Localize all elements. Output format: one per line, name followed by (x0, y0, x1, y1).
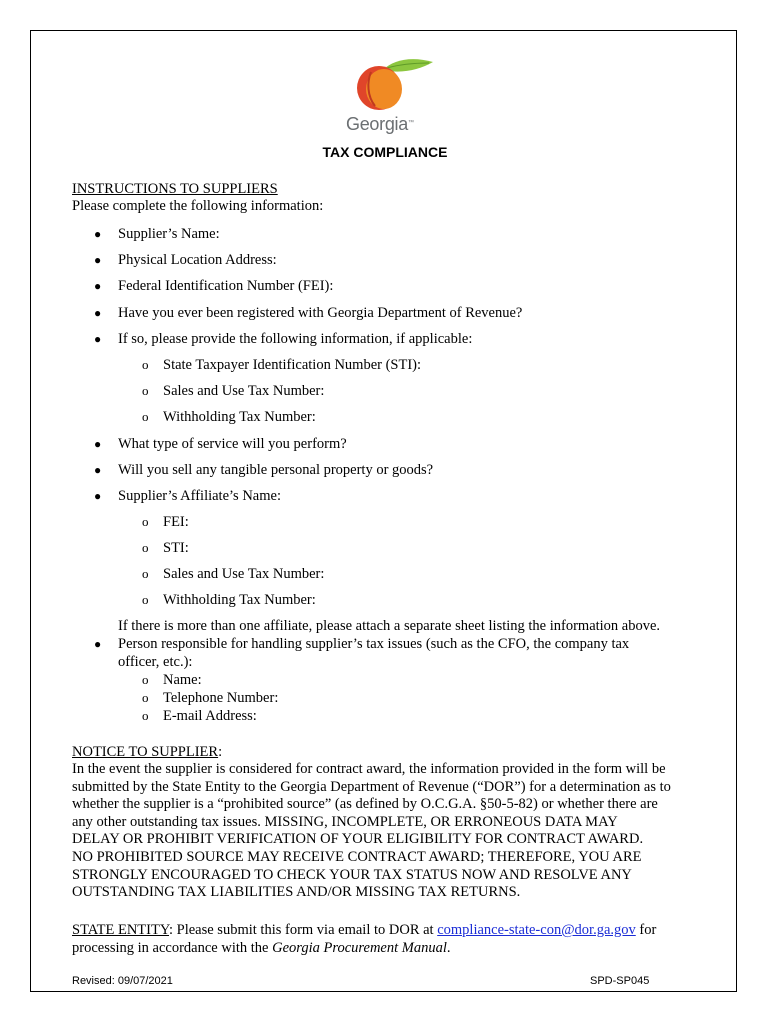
bullet: ● (94, 306, 102, 320)
notice-line: DELAY OR PROHIBIT VERIFICATION OF YOUR ELIGIBILITY FOR CONTRACT AWARD. (72, 831, 644, 848)
revised-date: Revised: 09/07/2021 (72, 975, 173, 987)
instructions-intro: Please complete the following information: (72, 198, 324, 214)
sub-item-affiliate-sti: STI: (163, 540, 189, 556)
sub-bullet: o (142, 540, 149, 555)
bullet: ● (94, 279, 102, 293)
logo-wordmark: Georgia™ (346, 114, 414, 134)
notice-heading: NOTICE TO SUPPLIER: (72, 744, 223, 760)
state-entity-text: : Please submit this form via email to DOR at (168, 922, 438, 938)
list-item-address: Physical Location Address: (118, 252, 277, 268)
georgia-logo (343, 52, 433, 136)
sub-bullet: o (142, 383, 149, 398)
form-id: SPD-SP045 (590, 975, 650, 987)
state-entity-heading: STATE ENTITY (72, 922, 169, 938)
list-item-person-responsible-cont: officer, etc.): (118, 654, 193, 670)
bullet: ● (94, 227, 102, 241)
bullet: ● (94, 489, 102, 503)
sub-item-sti: State Taxpayer Identification Number (STI): (163, 357, 422, 373)
sub-item-affiliate-withholding: Withholding Tax Number: (163, 592, 316, 608)
list-item-affiliate: Supplier’s Affiliate’s Name: (118, 488, 281, 504)
state-entity-section: STATE ENTITY: Please submit this form via email to DOR at compliance-state-con@dor.ga.gov for processing in accordance with the Georgia Procurement Manual. (72, 922, 657, 956)
notice-line: NO PROHIBITED SOURCE MAY RECEIVE CONTRACT AWARD; THEREFORE, YOU ARE (72, 848, 642, 865)
dor-email-link[interactable]: compliance-state-con@dor.ga.gov (437, 922, 636, 938)
notice-line: OUTSTANDING TAX LIABILITIES AND/OR MISSING TAX RETURNS. (72, 884, 521, 901)
list-item-goods: Will you sell any tangible personal property or goods? (118, 462, 434, 478)
list-item-dor-registered: Have you ever been registered with Georgia Department of Revenue? (118, 305, 523, 321)
sub-bullet: o (142, 690, 149, 705)
notice-line: In the event the supplier is considered for contract award, the information provided in the form will be (72, 761, 666, 777)
list-item-supplier-name: Supplier’s Name: (118, 226, 220, 242)
sub-item-affiliate-fei: FEI: (163, 514, 189, 530)
peach-icon (343, 52, 433, 114)
list-item-person-responsible: Person responsible for handling supplier’s tax issues (such as the CFO, the company tax (118, 636, 630, 652)
sub-item-affiliate-sales: Sales and Use Tax Number: (163, 566, 325, 582)
sub-item-person-email: E-mail Address: (163, 708, 257, 724)
sub-item-person-name: Name: (163, 672, 202, 688)
notice-line: any other outstanding tax issues. MISSING, INCOMPLETE, OR ERRONEOUS DATA MAY (72, 813, 618, 830)
procurement-manual-title: Georgia Procurement Manual (272, 939, 447, 956)
sub-bullet: o (142, 357, 149, 372)
sub-item-withholding: Withholding Tax Number: (163, 409, 316, 425)
list-item-fei: Federal Identification Number (FEI): (118, 278, 334, 294)
sub-item-sales-tax: Sales and Use Tax Number: (163, 383, 325, 399)
bullet: ● (94, 253, 102, 267)
sub-item-person-phone: Telephone Number: (163, 690, 279, 706)
sub-bullet: o (142, 566, 149, 581)
notice-line: whether the supplier is a “prohibited source” (as defined by O.C.G.A. §50-5-82) or whether there are (72, 796, 658, 813)
notice-line: submitted by the State Entity to the Georgia Department of Revenue (“DOR”) for a determination as to (72, 778, 671, 795)
sub-bullet: o (142, 672, 149, 687)
list-item-if-so: If so, please provide the following information, if applicable: (118, 331, 473, 347)
affiliate-note: If there is more than one affiliate, please attach a separate sheet listing the information above. (118, 618, 661, 634)
sub-bullet: o (142, 514, 149, 529)
instructions-heading: INSTRUCTIONS TO SUPPLIERS (72, 181, 278, 197)
notice-body (72, 761, 692, 902)
bullet: ● (94, 437, 102, 451)
notice-line: STRONGLY ENCOURAGED TO CHECK YOUR TAX STATUS NOW AND RESOLVE ANY (72, 866, 632, 883)
sub-bullet: o (142, 708, 149, 723)
sub-bullet: o (142, 409, 149, 424)
sub-bullet: o (142, 592, 149, 607)
list-item-service: What type of service will you perform? (118, 436, 347, 452)
bullet: ● (94, 637, 102, 651)
document-title: TAX COMPLIANCE (322, 144, 448, 160)
bullet: ● (94, 463, 102, 477)
bullet: ● (94, 332, 102, 346)
